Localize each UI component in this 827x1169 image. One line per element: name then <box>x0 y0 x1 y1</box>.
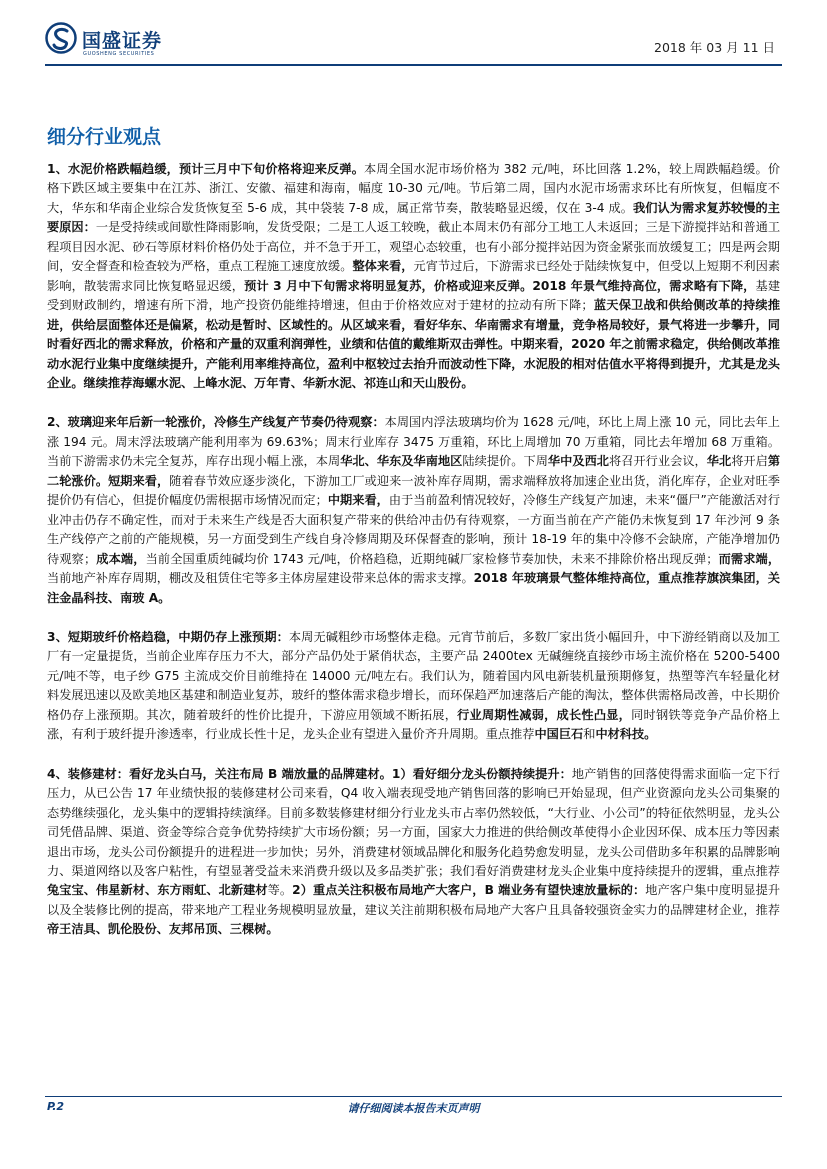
company-logo <box>45 22 215 62</box>
bold-text-run: 兔宝宝、伟星新材、东方雨虹、北新建材 <box>47 883 268 898</box>
footer-disclaimer: 请仔细阅读本报告末页声明 <box>347 1102 480 1115</box>
paragraph-fiberglass <box>47 628 780 745</box>
bold-text-run: 第二轮涨价。短期来看， <box>47 454 781 488</box>
text-run: 基建受到财政制约，增速有所下滑，地产投资仍能维持增速，但由于价格效应对于建材的拉动有所下降； <box>47 278 781 313</box>
bold-text-run: 华北、华东及华南地区 <box>340 454 463 469</box>
bold-text-run: 2）重点关注积极布局地产大客户，B 端业务有望快速放量标的： <box>292 883 646 898</box>
logo-name-cn: 国盛证券 <box>82 30 163 52</box>
text-run: 由于当前盈利情况较好，冷修生产线复产加速，未来“僵尸”产能激活对行业冲击仍存不确定性，而对于未来生产线是否大面积复产带来的供给冲击仍有待观察，一方面当前在产产能仍未恢复到 17 年沙河 9 条生产线停产之前的产能规模，另一方面受到生产线自身冷修周期及环保督查的影响，预计 18-19 年的集中冷修不会缺席，产能净增加仍待观察； <box>47 493 781 566</box>
text-run: 元宵节过后，下游需求已经处于陆续恢复中，但受以上短期不利因素影响，散装需求同比恢复略显迟缓， <box>47 259 781 293</box>
page-number: P.2 <box>47 1100 65 1113</box>
section-title: 细分行业观点 <box>47 126 162 148</box>
bold-text-run: 行业周期性减弱，成长性凸显， <box>457 707 632 722</box>
text-run: 将开启 <box>731 454 768 469</box>
text-run: 陆续提价。下周 <box>462 454 548 469</box>
bold-text-run: 3、短期玻纤价格趋稳，中期仍存上涨预期： <box>47 629 289 644</box>
bold-text-run: 1、水泥价格跌幅趋缓，预计三月中下旬价格将迎来反弹。 <box>47 162 365 176</box>
text-run: 同时钢铁等竞争产品价格上涨，有利于玻纤提升渗透率，行业成长性十足，龙头企业有望进入量价齐升周期。重点推荐 <box>47 707 781 742</box>
bold-text-run: 2018 年玻璃景气整体维持高位，重点推荐旗滨集团，关注金晶科技、南玻 A。 <box>47 571 780 605</box>
text-run: 本周全国水泥市场价格为 382 元/吨，环比回落 1.2%，较上周跌幅趋缓。价格下跌区域主要集中在江苏、浙江、安徽、福建和海南，幅度 10-30 元/吨。节后第二周，国内水泥市场需求环比有所恢复，但幅度不大，华东和华南企业综合发货恢复至 5-6 成，其中袋装 7-8 成，属正常节奏，散装略显迟缓，仅在 3-4 成。 <box>47 162 781 215</box>
text-run: 当前地产补库存周期，棚改及租赁住宅等多主体房屋建设带来总体的需求支撑。 <box>47 571 474 586</box>
report-body <box>47 160 780 960</box>
bold-text-run: 我们认为需求复苏较慢的主要原因： <box>47 200 780 235</box>
paragraph-glass <box>47 413 780 608</box>
bold-text-run: 4、装修建材：看好龙头白马，关注布局 B 端放量的品牌建材。1）看好细分龙头份额持续提升： <box>47 766 572 781</box>
report-date: 2018 年 03 月 11 日 <box>654 40 775 55</box>
page-header <box>0 0 827 80</box>
text-run: 和 <box>583 727 596 742</box>
text-run: 当前全国重质纯碱均价 1743 元/吨，价格趋稳，近期纯碱厂家检修节奏加快，未来不排除价格出现反弹； <box>145 551 719 566</box>
paragraph-cement <box>47 160 780 393</box>
bold-text-run: 帝王洁具、凯伦股份、友邦吊顶、三棵树。 <box>47 922 279 937</box>
header-divider <box>45 64 782 66</box>
text-run: 地产客户集中度明显提升以及全装修比例的提高，带来地产工程业务规模明显放量，建议关注前期积极布局地产大客户且具备较强资金实力的品牌建材企业，推荐 <box>47 883 781 917</box>
bold-text-run: 中期来看， <box>327 493 389 508</box>
bold-text-run: 而需求端， <box>718 551 781 566</box>
bold-text-run: 成本端， <box>96 551 146 566</box>
bold-text-run: 华北 <box>706 454 732 469</box>
bold-text-run: 中国巨石 <box>534 727 584 742</box>
bold-text-run: 中材科技。 <box>595 727 657 742</box>
footer-divider <box>45 1096 782 1097</box>
bold-text-run: 整体来看， <box>352 259 414 274</box>
bold-text-run: 预计 3 月中下旬需求将明显复苏，价格或迎来反弹。2018 年景气维持高位，需求略有下降， <box>244 278 756 293</box>
text-run: 随着春节效应逐步淡化，下游加工厂或迎来一波补库存周期，需求端释放将加速企业出货，消化库存，企业对旺季提价仍有信心，但提价幅度仍需根据市场情况而定； <box>47 473 780 508</box>
text-run: 本周国内浮法玻璃均价为 1628 元/吨，环比上周上涨 10 元，同比去年上涨 194 元。周末浮法玻璃产能利用率为 69.63%；周末行业库存 3475 万重箱，环比上周增加 70 万重箱，同比去年增加 68 万重箱。当前下游需求仍未完全复苏，库存出现小幅上涨，本周 <box>47 415 780 469</box>
bold-text-run: 2、玻璃迎来年后新一轮涨价，冷修生产线复产节奏仍待观察： <box>47 415 385 430</box>
text-run: 将召开行业会议， <box>609 454 707 469</box>
paragraph-decoration-materials <box>47 765 780 940</box>
logo-name-en: GUOSHENG SECURITIES <box>83 51 155 57</box>
bold-text-run: 华中及西北 <box>547 454 610 469</box>
bold-text-run: 蓝天保卫战和供给侧改革的持续推进，供给层面整体还是偏紧，松动是暂时、区域性的。从区域来看，看好华东、华南需求有增量，竞争格局较好，景气将进一步攀升，同时看好西北的需求释放，价格和产量的双重利润弹性，业绩和估值的戴维斯双击弹性。中期来看，2020 年之前需求稳定，供给侧改革推动水泥行业集中度继续提升，产能利用率维持高位，盈利中枢较过去抬升而波动性下降，水泥股的相对估值水平将得到提升，尤其是龙头企业。继续推荐海螺水泥、上峰水泥、万年青、华新水泥、祁连山和天山股份。 <box>47 298 781 390</box>
text-run: 一是受持续或间歇性降雨影响，发货受限；二是工人返工较晚，截止本周末仍有部分工地工人未返回；三是下游搅拌站和普通工程项目因水泥、砂石等原材料价格仍处于高位，并不急于开工，观望心态较重，也有小部分搅拌站因为资金紧张而放缓复工；四是两会期间，安全督查和检查较为严格，重点工程施工速度放缓。 <box>47 220 781 274</box>
logo-mark-icon <box>45 22 77 54</box>
text-run: 本周无碱粗纱市场整体走稳。元宵节前后，多数厂家出货小幅回升，中下游经销商以及加工厂有一定量提货，当前企业库存压力不大，部分产品仍处于紧俏状态，主要产品 2400tex 无碱缠绕直接纱市场主流价格在 5200-5400 元/吨不等，电子纱 G75 主流成交价目前维持在 14000 元/吨左右。我们认为，随着国内风电新装机量预期修复，热塑等汽车轻量化材料发展迅速以及欧美地区基建和制造业复苏，玻纤的整体需求稳步增长，而环保趋严加速落后产能的淘汰，整体供需格局改善，中长期价格仍存上涨预期。其次，随着玻纤的性价比提升，下游应用领域不断拓展， <box>47 629 781 722</box>
text-run: 等。 <box>267 883 293 898</box>
text-run: 地产销售的回落使得需求面临一定下行压力，从已公告 17 年业绩快报的装修建材公司来看，Q4 收入端表现受地产销售回落的影响已开始显现，但产业资源向龙头公司集聚的态势继续强化，龙头集中的逻辑持续演绎。目前多数装修建材细分行业龙头市占率仍然较低，“大行业、小公司”的特征依然明显，龙头公司凭借品牌、渠道、资金等综合竞争优势持续扩大市场份额；另一方面，国家大力推进的供给侧改革使得小企业因环保、成本压力等因素退出市场，龙头公司份额提升的进程进一步加快；另外，消费建材领域品牌化和服务化趋势愈发明显，龙头公司借助多年积累的品牌影响力、渠道网络以及客户粘性，有望显著受益未来消费升级以及多品类扩张；我们看好消费建材龙头企业集中度持续提升的逻辑，重点推荐 <box>47 766 780 878</box>
